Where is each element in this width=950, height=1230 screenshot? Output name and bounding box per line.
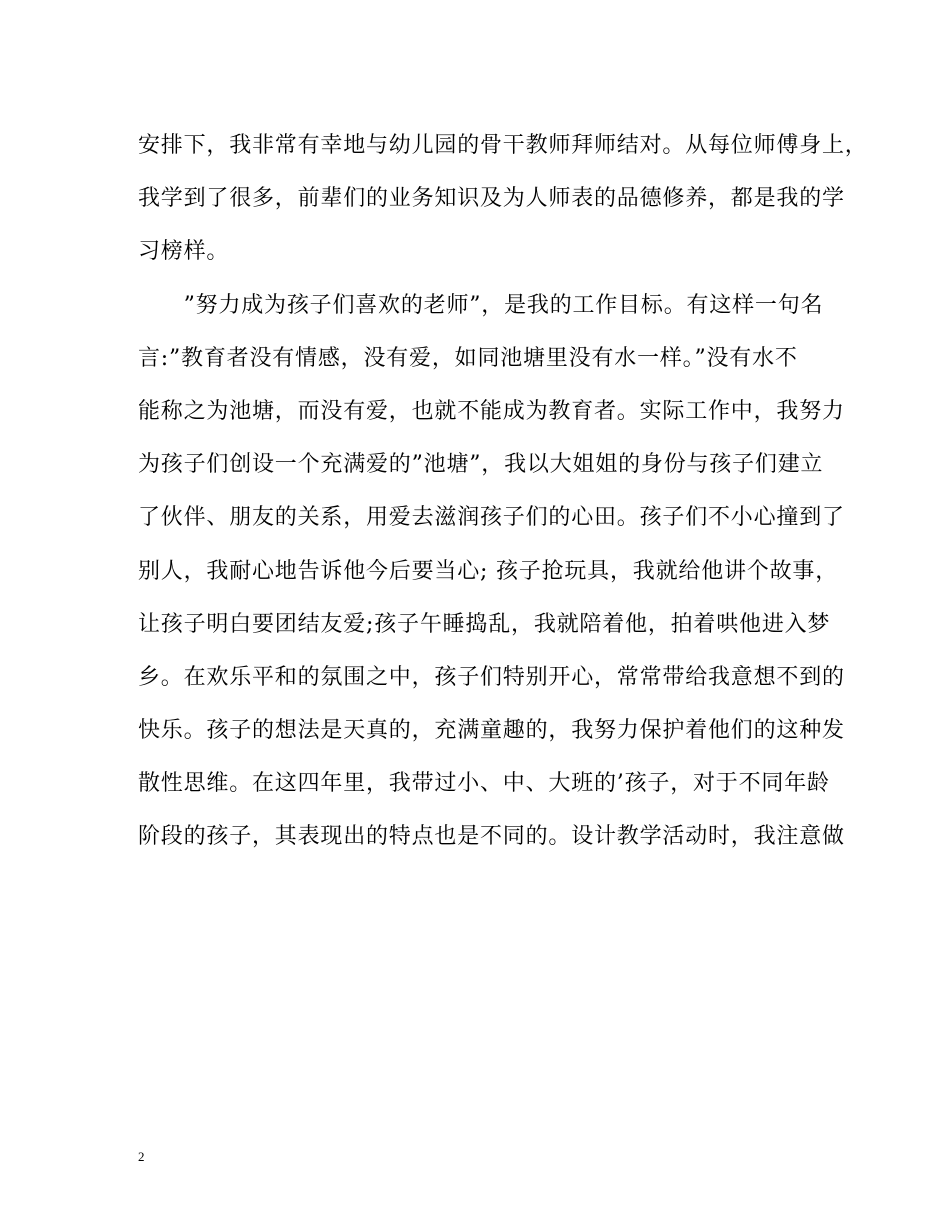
text-line: 了伙伴、朋友的关系，用爱去滋润孩子们的心田。孩子们不小心撞到了 [138, 505, 845, 531]
text-line: 阶段的孩子，其表现出的特点也是不同的。设计教学活动时，我注意做 [138, 824, 845, 850]
text-line: 安排下，我非常有幸地与幼儿园的骨干教师拜师结对。从每位师傅身上， [138, 133, 868, 158]
text-line: 乡。在欢乐平和的氛围之中，孩子们特别开心，常常带给我意想不到的 [138, 664, 845, 690]
page-number: 2 [138, 1149, 145, 1164]
text-line: 别人，我耐心地告诉他今后要当心; 孩子抢玩具，我就给他讲个故事， [138, 558, 839, 584]
text-line: ”努力成为孩子们喜欢的老师”，是我的工作目标。有这样一句名 [138, 292, 824, 318]
text-line: 为孩子们创设一个充满爱的”池塘”，我以大姐姐的身份与孩子们建立 [138, 452, 824, 478]
text-line: 习榜样。 [138, 239, 230, 265]
text-line: 言:”教育者没有情感，没有爱，如同池塘里没有水一样。”没有水不 [138, 345, 798, 371]
text-line: 散性思维。在这四年里，我带过小、中、大班的’孩子，对于不同年龄 [138, 771, 830, 797]
text-line: 快乐。孩子的想法是天真的，充满童趣的，我努力保护着他们的这种发 [138, 718, 845, 744]
text-line: 我学到了很多，前辈们的业务知识及为人师表的品德修养，都是我的学 [138, 186, 845, 212]
text-line: 让孩子明白要团结友爱;孩子午睡捣乱，我就陪着他，拍着哄他进入梦 [138, 611, 831, 637]
body-text [138, 124, 868, 869]
text-line: 能称之为池塘，而没有爱，也就不能成为教育者。实际工作中，我努力 [138, 398, 845, 424]
